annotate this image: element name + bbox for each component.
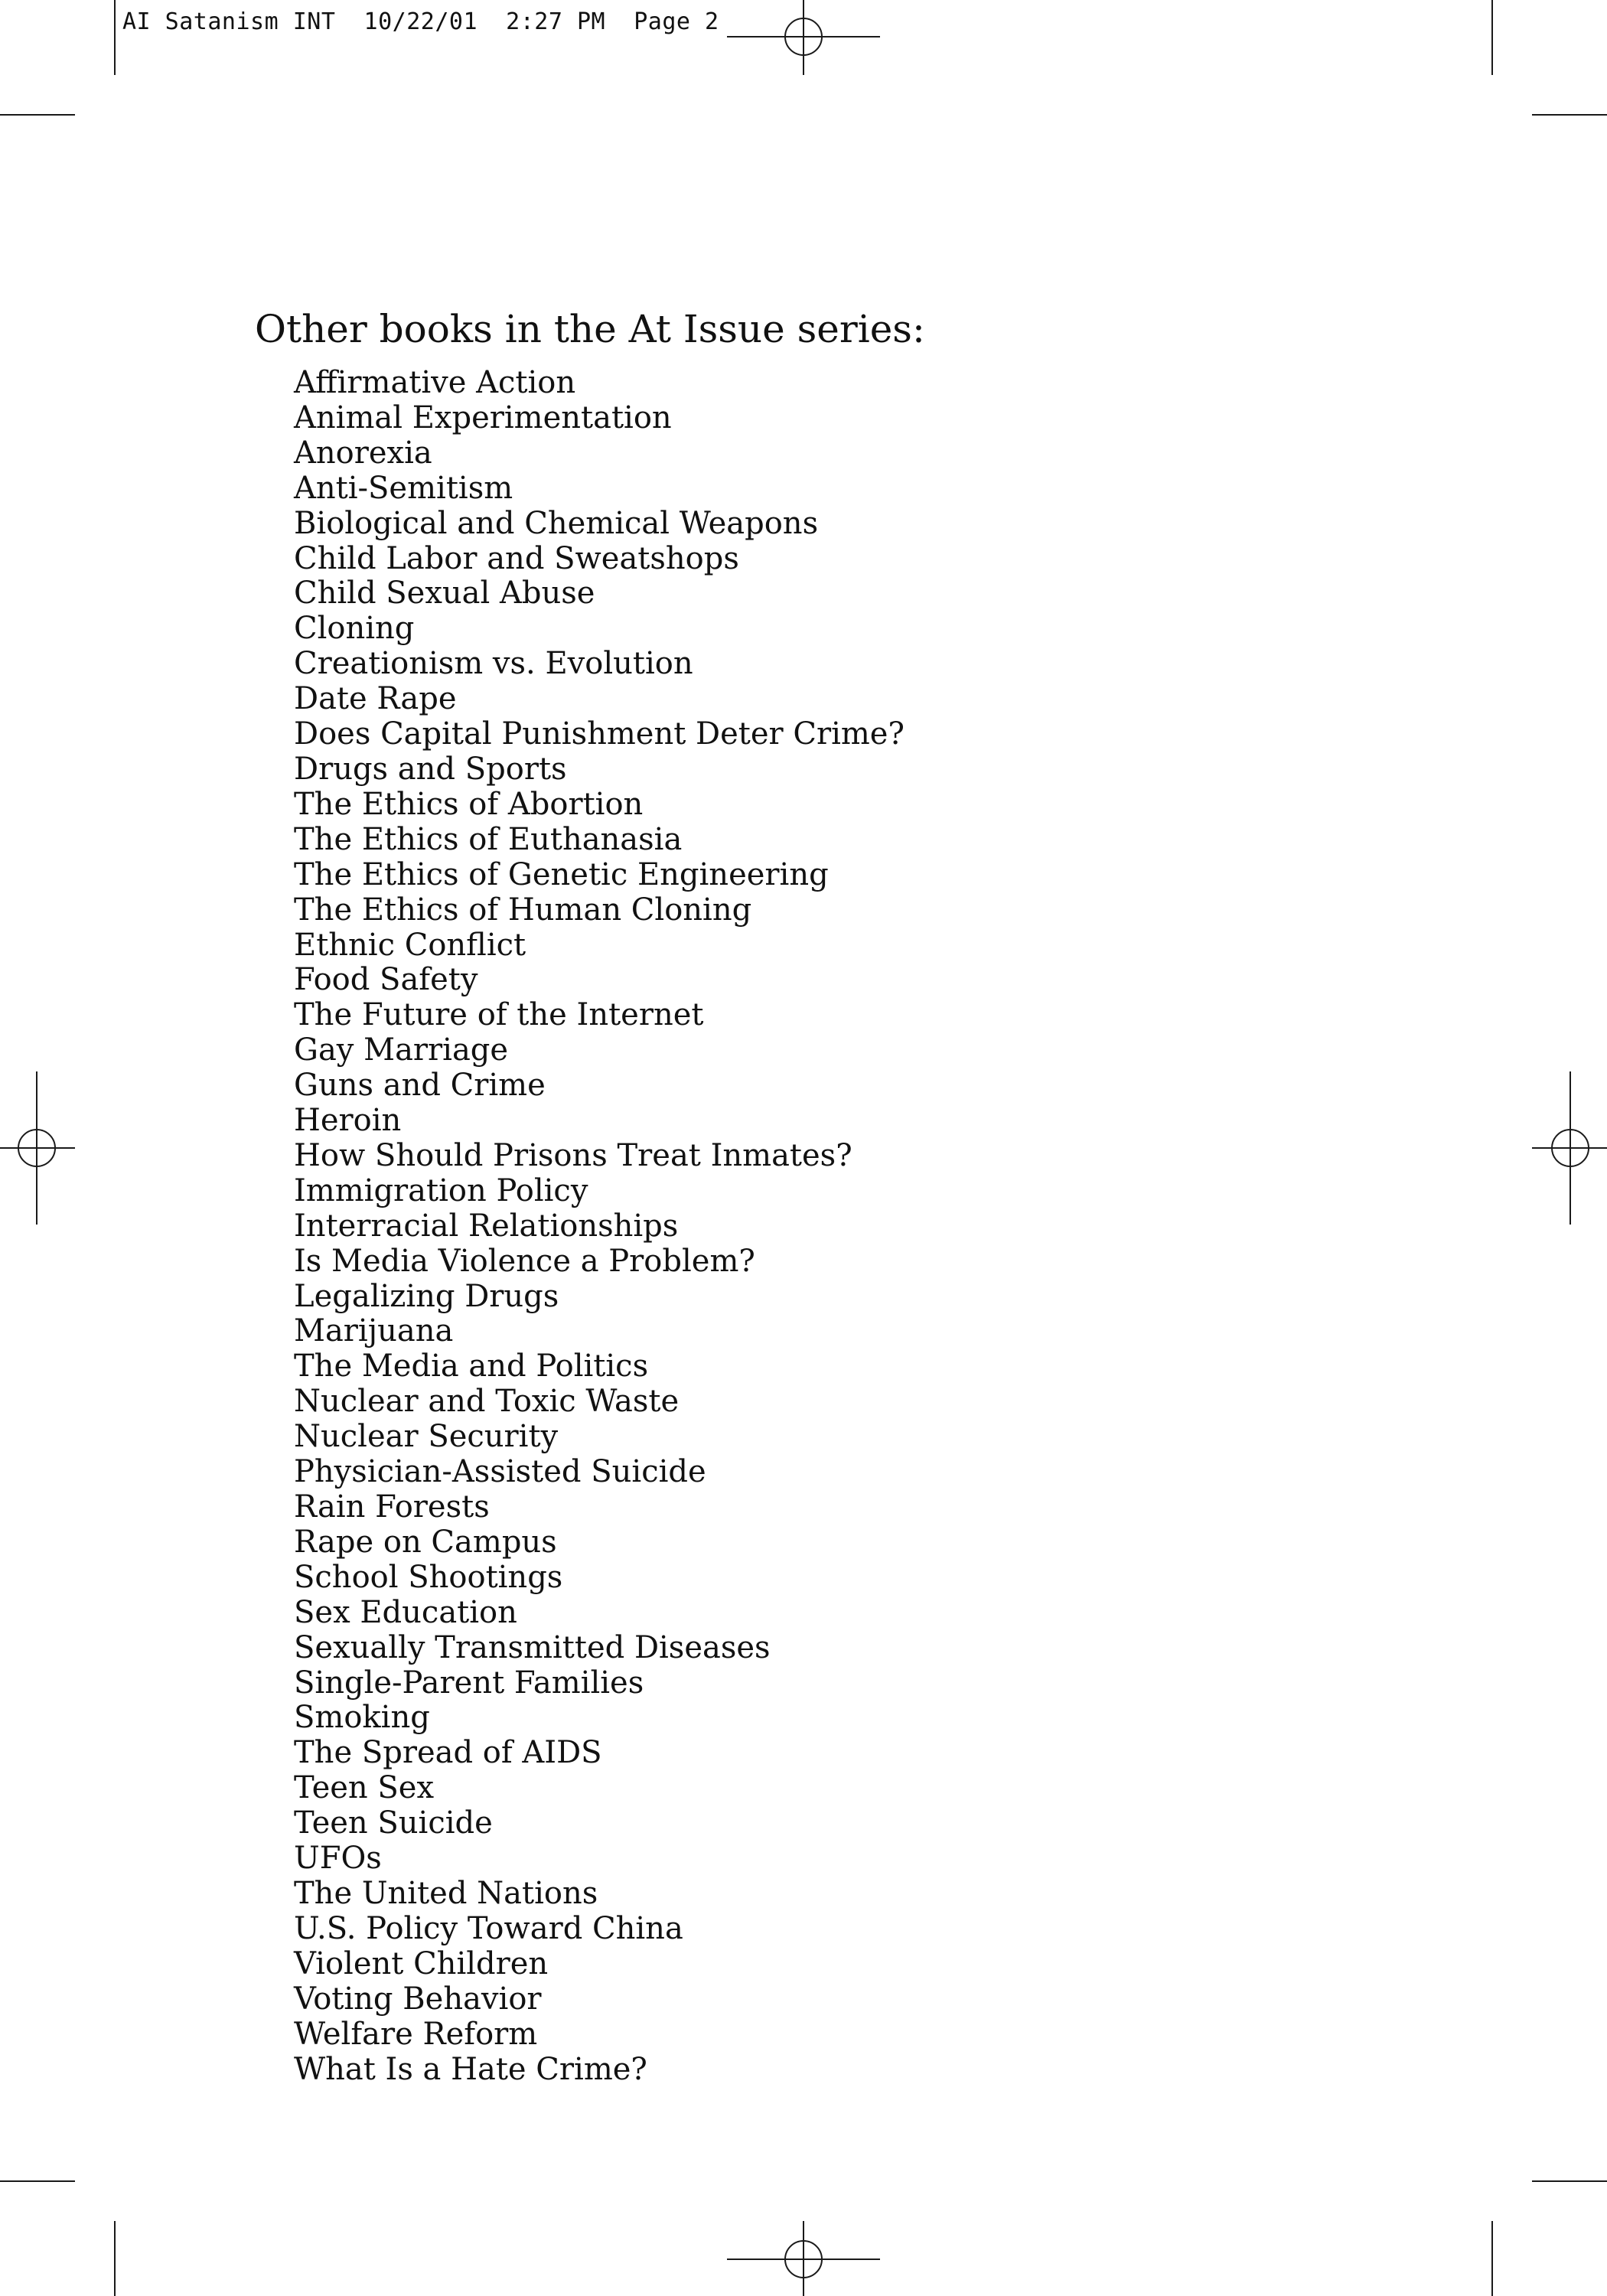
book-title: Sexually Transmitted Diseases: [294, 1629, 771, 1665]
book-title: Rain Forests: [294, 1489, 490, 1525]
registration-mark-right: [1532, 1071, 1607, 1225]
book-title: Legalizing Drugs: [294, 1278, 559, 1314]
registration-mark-top: [727, 0, 880, 75]
book-title: Interracial Relationships: [294, 1208, 679, 1244]
book-title: The Ethics of Genetic Engineering: [294, 856, 829, 892]
book-title: Single-Parent Families: [294, 1665, 644, 1701]
book-title: Smoking: [294, 1700, 430, 1736]
book-title: Does Capital Punishment Deter Crime?: [294, 716, 905, 752]
book-title: Immigration Policy: [294, 1172, 588, 1208]
book-title: Food Safety: [294, 962, 478, 998]
registration-mark-left: [0, 1071, 75, 1225]
book-title: Anorexia: [294, 435, 432, 471]
book-title: Ethnic Conflict: [294, 927, 526, 963]
book-title: Gay Marriage: [294, 1032, 509, 1068]
book-title: Date Rape: [294, 681, 457, 717]
book-title: Welfare Reform: [294, 2016, 538, 2052]
book-title: The Media and Politics: [294, 1349, 649, 1384]
book-title: Physician-Assisted Suicide: [294, 1454, 706, 1490]
book-title: Heroin: [294, 1103, 402, 1139]
book-title: Nuclear Security: [294, 1419, 559, 1455]
book-title: Rape on Campus: [294, 1524, 557, 1560]
book-title: The Future of the Internet: [294, 997, 704, 1033]
book-title: Anti-Semitism: [294, 470, 513, 506]
book-title: Nuclear and Toxic Waste: [294, 1384, 680, 1420]
book-title: Is Media Violence a Problem?: [294, 1243, 755, 1279]
book-list: [294, 366, 905, 2087]
book-title: What Is a Hate Crime?: [294, 2051, 647, 2087]
book-title: Guns and Crime: [294, 1068, 546, 1104]
book-title: Voting Behavior: [294, 1981, 542, 2017]
book-title: The Spread of AIDS: [294, 1735, 602, 1771]
book-title: U.S. Policy Toward China: [294, 1910, 683, 1946]
book-title: Child Labor and Sweatshops: [294, 540, 739, 576]
book-title: Teen Sex: [294, 1770, 435, 1806]
book-title: School Shootings: [294, 1559, 563, 1595]
book-title: The Ethics of Human Cloning: [294, 892, 752, 928]
printer-slug: AI Satanism INT 10/22/01 2:27 PM Page 2: [122, 8, 719, 35]
book-title: How Should Prisons Treat Inmates?: [294, 1137, 852, 1173]
book-title: Cloning: [294, 611, 415, 647]
book-title: Sex Education: [294, 1594, 517, 1630]
book-title: Violent Children: [294, 1945, 549, 1981]
book-title: Drugs and Sports: [294, 751, 567, 787]
book-title: The United Nations: [294, 1875, 598, 1911]
book-title: Child Sexual Abuse: [294, 576, 595, 612]
book-title: The Ethics of Euthanasia: [294, 821, 683, 857]
book-title: Creationism vs. Evolution: [294, 646, 693, 682]
series-heading: Other books in the At Issue series:: [255, 307, 925, 351]
book-title: UFOs: [294, 1841, 382, 1877]
book-title: Marijuana: [294, 1313, 454, 1349]
registration-mark-bottom: [727, 2221, 880, 2296]
book-title: Teen Suicide: [294, 1805, 493, 1841]
book-title: Affirmative Action: [294, 365, 576, 400]
book-title: Animal Experimentation: [294, 400, 672, 435]
book-title: Biological and Chemical Weapons: [294, 505, 819, 541]
book-title: The Ethics of Abortion: [294, 786, 644, 822]
